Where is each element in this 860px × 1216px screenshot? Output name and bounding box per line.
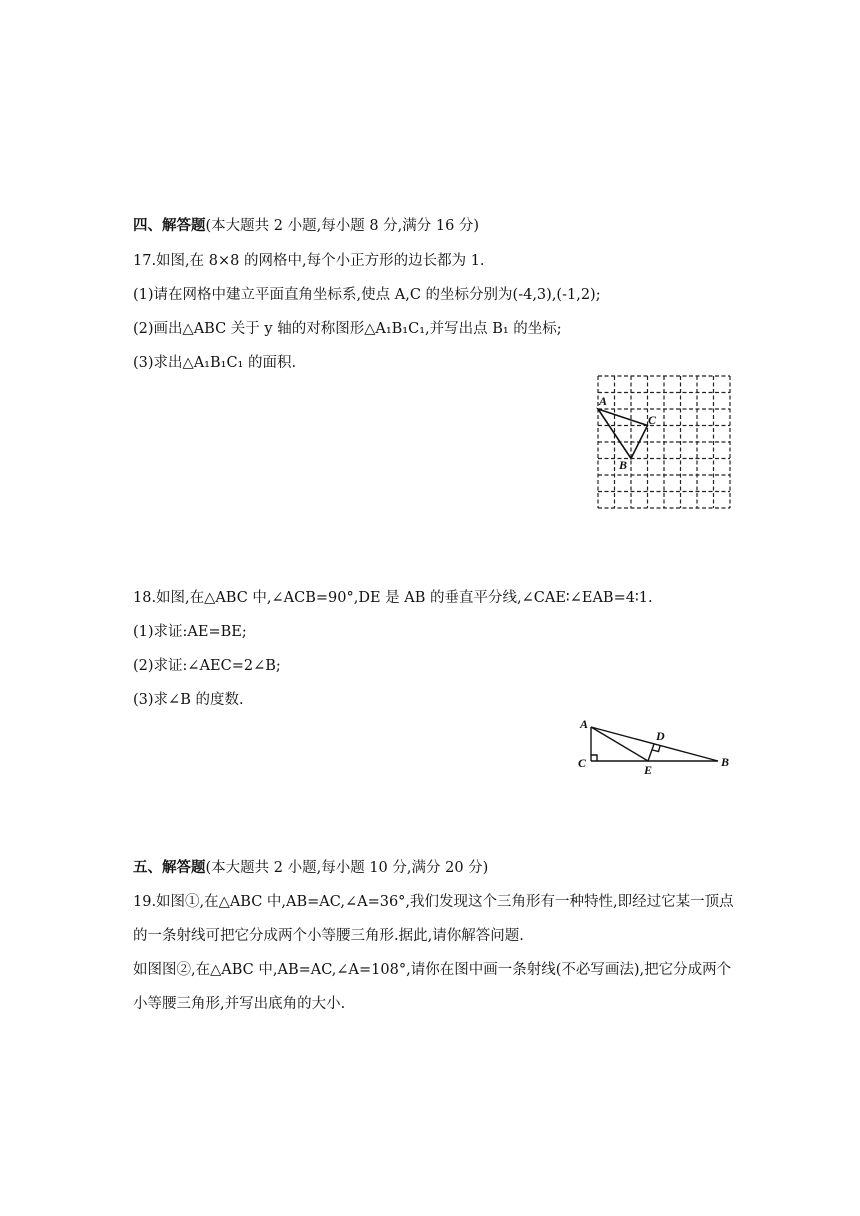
label-a: A xyxy=(580,717,589,731)
label-b: B xyxy=(619,458,628,472)
section5-heading: 五、解答题 xyxy=(133,860,206,876)
q18-part3: (3)求∠B 的度数. xyxy=(133,692,244,708)
section4-heading: 四、解答题 xyxy=(133,218,206,234)
triangle-abc xyxy=(598,409,648,459)
q17-grid-figure xyxy=(590,372,740,514)
q17-stem: 17.如图,在 8×8 的网格中,每个小正方形的边长都为 1. xyxy=(133,253,485,269)
q18-part1: (1)求证:AE=BE; xyxy=(133,624,247,640)
q17-part2: (2)画出△ABC 关于 y 轴的对称图形△A₁B₁C₁,并写出点 B₁ 的坐标; xyxy=(133,321,562,337)
section5-note: (本大题共 2 小题,每小题 10 分,满分 20 分) xyxy=(205,860,489,876)
q19-line3: 如图图②,在△ABC 中,AB=AC,∠A=108°,请你在图中画一条射线(不必写画法),把它分成两个 xyxy=(133,962,732,978)
q18-part2: (2)求证:∠AEC=2∠B; xyxy=(133,658,281,674)
section4-title xyxy=(133,214,479,235)
section5-title xyxy=(133,856,488,877)
q18-triangle-figure xyxy=(572,712,742,780)
q19-line2: 的一条射线可把它分成两个小等腰三角形.据此,请你解答问题. xyxy=(133,928,524,944)
label-b: B xyxy=(721,755,730,769)
q17-part1: (1)请在网格中建立平面直角坐标系,使点 A,C 的坐标分别为(-4,3),(-1,2); xyxy=(133,287,601,303)
q18-stem: 18.如图,在△ABC 中,∠ACB=90°,DE 是 AB 的垂直平分线,∠CAE∶∠EAB=4∶1. xyxy=(133,590,653,606)
label-a: A xyxy=(599,394,608,408)
label-d: D xyxy=(656,729,665,743)
q19-line4: 小等腰三角形,并写出底角的大小. xyxy=(133,996,346,1012)
label-c: C xyxy=(648,413,657,427)
section4-note: (本大题共 2 小题,每小题 8 分,满分 16 分) xyxy=(205,218,480,234)
label-c: C xyxy=(578,756,587,770)
q17-part3: (3)求出△A₁B₁C₁ 的面积. xyxy=(133,355,297,371)
label-e: E xyxy=(644,763,653,777)
q19-line1: 19.如图①,在△ABC 中,AB=AC,∠A=36°,我们发现这个三角形有一种特性,即经过它某一顶点 xyxy=(133,894,734,910)
